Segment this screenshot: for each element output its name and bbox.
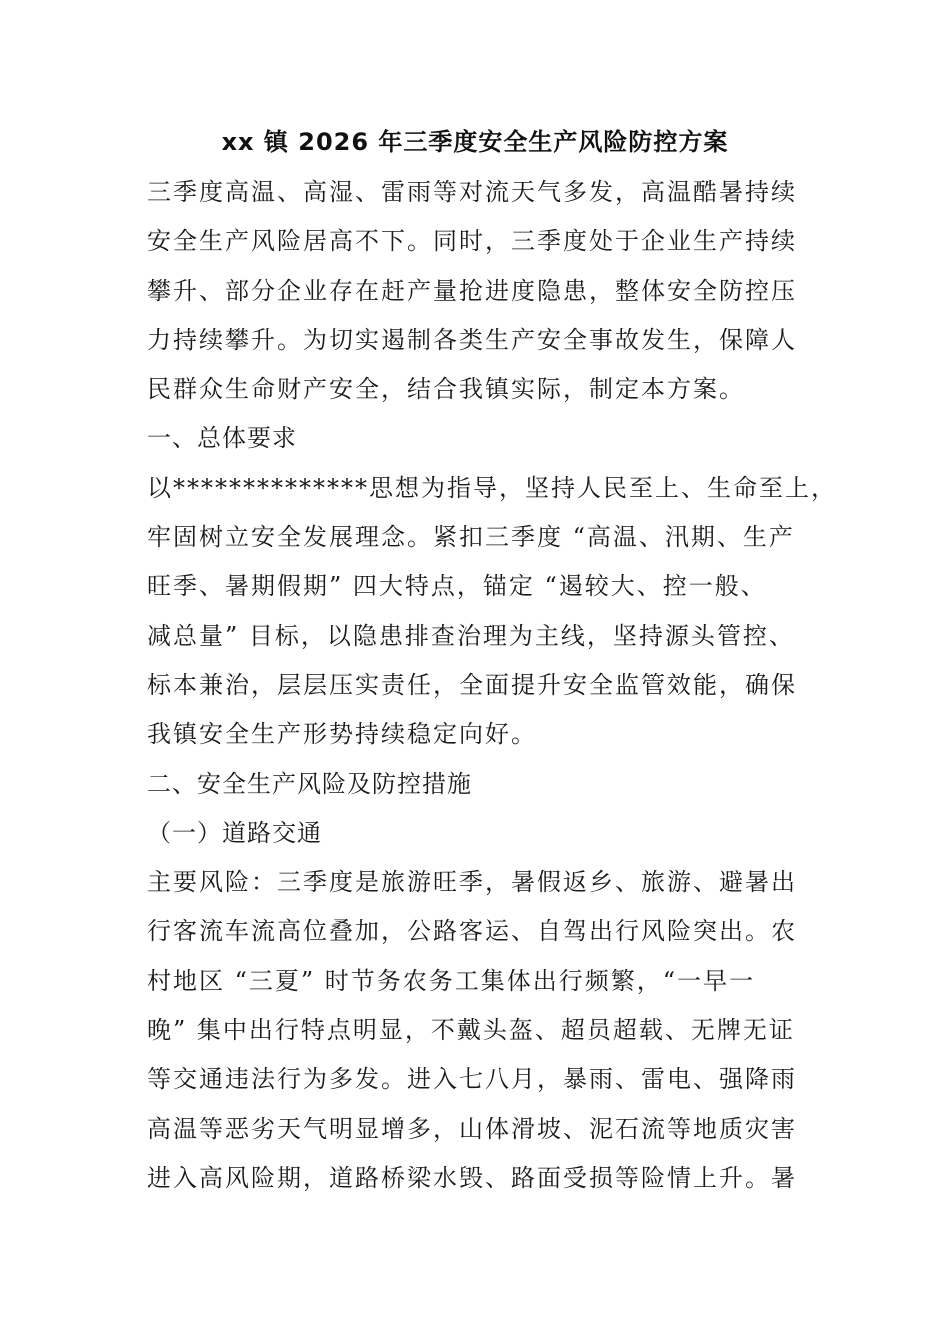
paragraph-line: 安全生产风险居高不下。同时，三季度处于企业生产持续 (147, 227, 797, 256)
paragraph-line: 我镇安全生产形势持续稳定向好。 (147, 720, 537, 749)
subsection-heading: （一）道路交通 (147, 818, 322, 847)
document-title: xx 镇 2026 年三季度安全生产风险防控方案 (221, 128, 729, 156)
paragraph-line: 村地区 “三夏” 时节务农务工集体出行频繁，“一早一 (147, 966, 756, 995)
paragraph-line: 减总量” 目标，以隐患排查治理为主线，坚持源头管控、 (147, 621, 795, 650)
paragraph-line: 民群众生命财产安全，结合我镇实际，制定本方案。 (147, 375, 745, 404)
paragraph-line: 主要风险：三季度是旅游旺季，暑假返乡、旅游、避暑出 (147, 868, 797, 897)
paragraph-line: 行客流车流高位叠加，公路客运、自驾出行风险突出。农 (147, 917, 797, 946)
paragraph-line: 等交通违法行为多发。进入七八月，暴雨、雷电、强降雨 (147, 1065, 797, 1094)
paragraph-line: 三季度高温、高湿、雷雨等对流天气多发，高温酷暑持续 (147, 178, 797, 206)
paragraph-line: 进入高风险期，道路桥梁水毁、路面受损等险情上升。暑 (147, 1163, 797, 1192)
paragraph-line: 力持续攀升。为切实遏制各类生产安全事故发生，保障人 (147, 325, 797, 354)
paragraph-line: 以**************思想为指导，坚持人民至上、生命至上， (147, 473, 837, 502)
paragraph-line: 旺季、暑期假期” 四大特点，锚定 “遏较大、控一般、 (147, 572, 767, 601)
paragraph-line: 攀升、部分企业存在赶产量抢进度隐患，整体安全防控压 (147, 276, 797, 305)
section-heading: 一、总体要求 (147, 424, 297, 453)
paragraph-line: 牢固树立安全发展理念。紧扣三季度 “高温、汛期、生产 (147, 523, 795, 552)
paragraph-line: 标本兼治，层层压实责任，全面提升安全监管效能，确保 (147, 670, 797, 699)
paragraph-line: 晚” 集中出行特点明显，不戴头盔、超员超载、无牌无证 (147, 1016, 795, 1045)
document-body (147, 168, 837, 1203)
paragraph-line: 高温等恶劣天气明显增多，山体滑坡、泥石流等地质灾害 (147, 1114, 797, 1143)
section-heading: 二、安全生产风险及防控措施 (147, 769, 472, 798)
